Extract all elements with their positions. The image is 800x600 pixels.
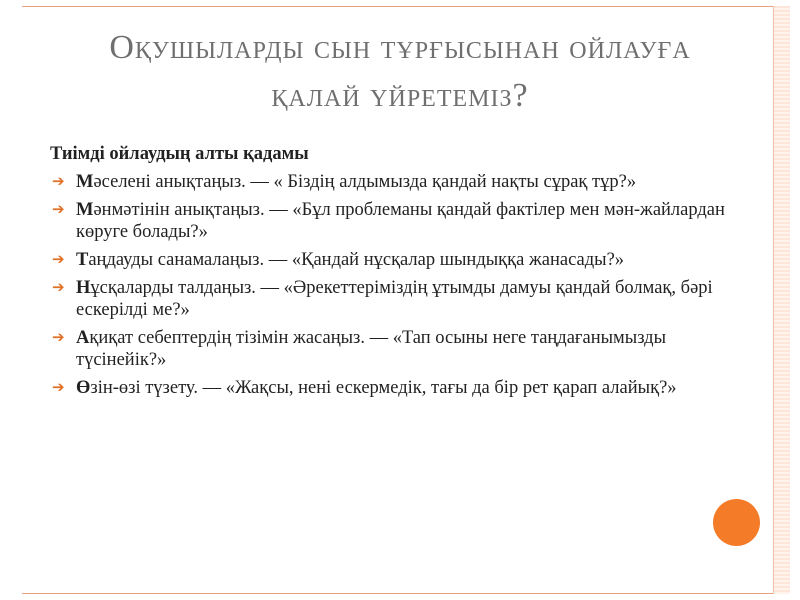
arrow-bullet-icon: ➔ xyxy=(52,252,65,268)
bullet-lead-letter: Ө xyxy=(76,378,91,398)
arrow-bullet-icon: ➔ xyxy=(52,202,65,218)
arrow-bullet-icon: ➔ xyxy=(52,280,65,296)
decorative-side-stripe xyxy=(773,6,790,594)
bullet-lead-letter: А xyxy=(76,328,90,348)
decorative-orange-circle xyxy=(713,499,760,546)
title-line-1: Оқушыларды сын тұрғысынан ойлауға xyxy=(109,29,691,66)
title-line-2: қалай үйретеміз? xyxy=(271,77,529,114)
bullet-item-2 xyxy=(50,199,750,243)
bullet-item-1 xyxy=(50,171,750,193)
bullet-lead-letter: М xyxy=(76,172,94,192)
slide-content xyxy=(50,143,750,405)
bullet-item-3 xyxy=(50,249,750,271)
bullet-text: әселені анықтаңыз. — « Біздің алдымызда қандай нақты сұрақ тұр?» xyxy=(93,172,637,192)
bullet-item-6 xyxy=(50,377,750,399)
bullet-text: аңдауды санамалаңыз. — «Қандай нұсқалар шындыққа жанасады?» xyxy=(88,250,625,270)
left-margin xyxy=(6,6,22,594)
bullet-lead-letter: Н xyxy=(76,278,91,298)
slide-title xyxy=(40,24,760,120)
arrow-bullet-icon: ➔ xyxy=(52,380,65,396)
subheading: Тиімді ойлаудың алты қадамы xyxy=(50,144,309,164)
bullet-lead-letter: М xyxy=(76,200,94,220)
arrow-bullet-icon: ➔ xyxy=(52,330,65,346)
bullet-text: зін-өзі түзету. — «Жақсы, нені ескермедік, тағы да бір рет қарап алайық?» xyxy=(90,378,677,398)
arrow-bullet-icon: ➔ xyxy=(52,174,65,190)
bullet-lead-letter: Т xyxy=(76,250,89,270)
bullet-item-5 xyxy=(50,327,750,371)
bullet-text: ұсқаларды талдаңыз. — «Әрекеттеріміздің ұтымды дамуы қандай болмақ, бәрі ескерілді ме?» xyxy=(76,278,713,320)
bullet-text: қиқат себептердің тізімін жасаңыз. — «Тап осыны неге таңдағанымызды түсінейік?» xyxy=(76,328,667,370)
bullet-text: әнмәтінін анықтаңыз. — «Бұл проблеманы қандай фактілер мен мән-жайлардан көруге болады?» xyxy=(76,200,725,242)
bullet-item-4 xyxy=(50,277,750,321)
